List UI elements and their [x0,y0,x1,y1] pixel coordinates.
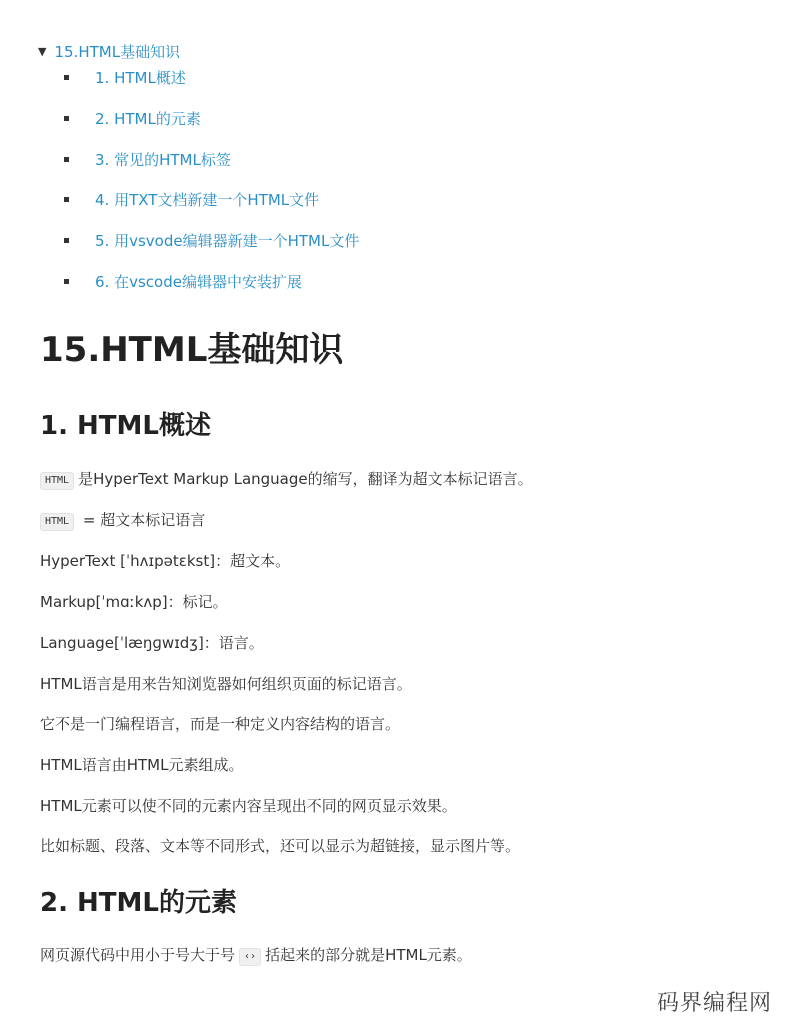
toc-item [64,188,319,210]
paragraph: HTML元素可以使不同的元素内容呈现出不同的网页显示效果。 [40,797,457,815]
table-of-contents [38,40,360,291]
paragraph [40,944,472,966]
paragraph-text: 是HyperText Markup Language的缩写，翻译为超文本标记语言。 [78,470,533,488]
inline-code: ‹› [239,948,261,966]
paragraph [40,509,205,531]
toc-link-common-tags[interactable]: 3. 常见的HTML标签 [95,150,231,169]
toc-link-txt-new-file[interactable]: 4. 用TXT文档新建一个HTML文件 [95,190,320,209]
toc-item [64,107,201,129]
toc-item [64,270,302,292]
section-heading-html-overview: 1. HTML概述 [40,411,211,441]
page-title: 15.HTML基础知识 [40,330,344,370]
toc-item [64,229,359,251]
toc-item [64,148,231,170]
triangle-down-icon[interactable]: ▼ [38,44,47,58]
paragraph-text: 网页源代码中用小于号大于号 [40,946,236,964]
paragraph: HyperText [ˈhʌɪpətɛkst]：超文本。 [40,552,291,570]
paragraph: Language[ˈlæŋɡwɪdʒ]：语言。 [40,634,264,652]
paragraph: Markup[ˈmɑːkʌp]：标记。 [40,593,228,611]
site-watermark: 码界编程网 [656,991,772,1016]
square-bullet-icon [64,238,69,243]
inline-code: HTML [40,513,74,531]
toc-title-link[interactable]: 15.HTML基础知识 [54,42,181,61]
paragraph: 它不是一门编程语言，而是一种定义内容结构的语言。 [40,715,401,733]
toc-item [64,66,186,88]
paragraph [40,468,533,490]
paragraph-text: 括起来的部分就是HTML元素。 [265,946,472,964]
toc-link-html-elements[interactable]: 2. HTML的元素 [95,109,201,128]
square-bullet-icon [64,75,69,80]
square-bullet-icon [64,116,69,121]
inline-code: HTML [40,472,74,490]
toc-link-vscode-extensions[interactable]: 6. 在vscode编辑器中安装扩展 [95,272,302,291]
square-bullet-icon [64,279,69,284]
paragraph: HTML语言由HTML元素组成。 [40,756,244,774]
square-bullet-icon [64,157,69,162]
paragraph: 比如标题、段落、文本等不同形式，还可以显示为超链接，显示图片等。 [40,837,521,855]
square-bullet-icon [64,197,69,202]
section-heading-html-elements: 2. HTML的元素 [40,888,237,918]
paragraph: HTML语言是用来告知浏览器如何组织页面的标记语言。 [40,675,412,693]
toc-link-html-overview[interactable]: 1. HTML概述 [95,68,186,87]
toc-link-vscode-new-file[interactable]: 5. 用vsvode编辑器新建一个HTML文件 [95,231,360,250]
toc-header[interactable] [38,40,180,62]
paragraph-text: = 超文本标记语言 [78,511,206,529]
